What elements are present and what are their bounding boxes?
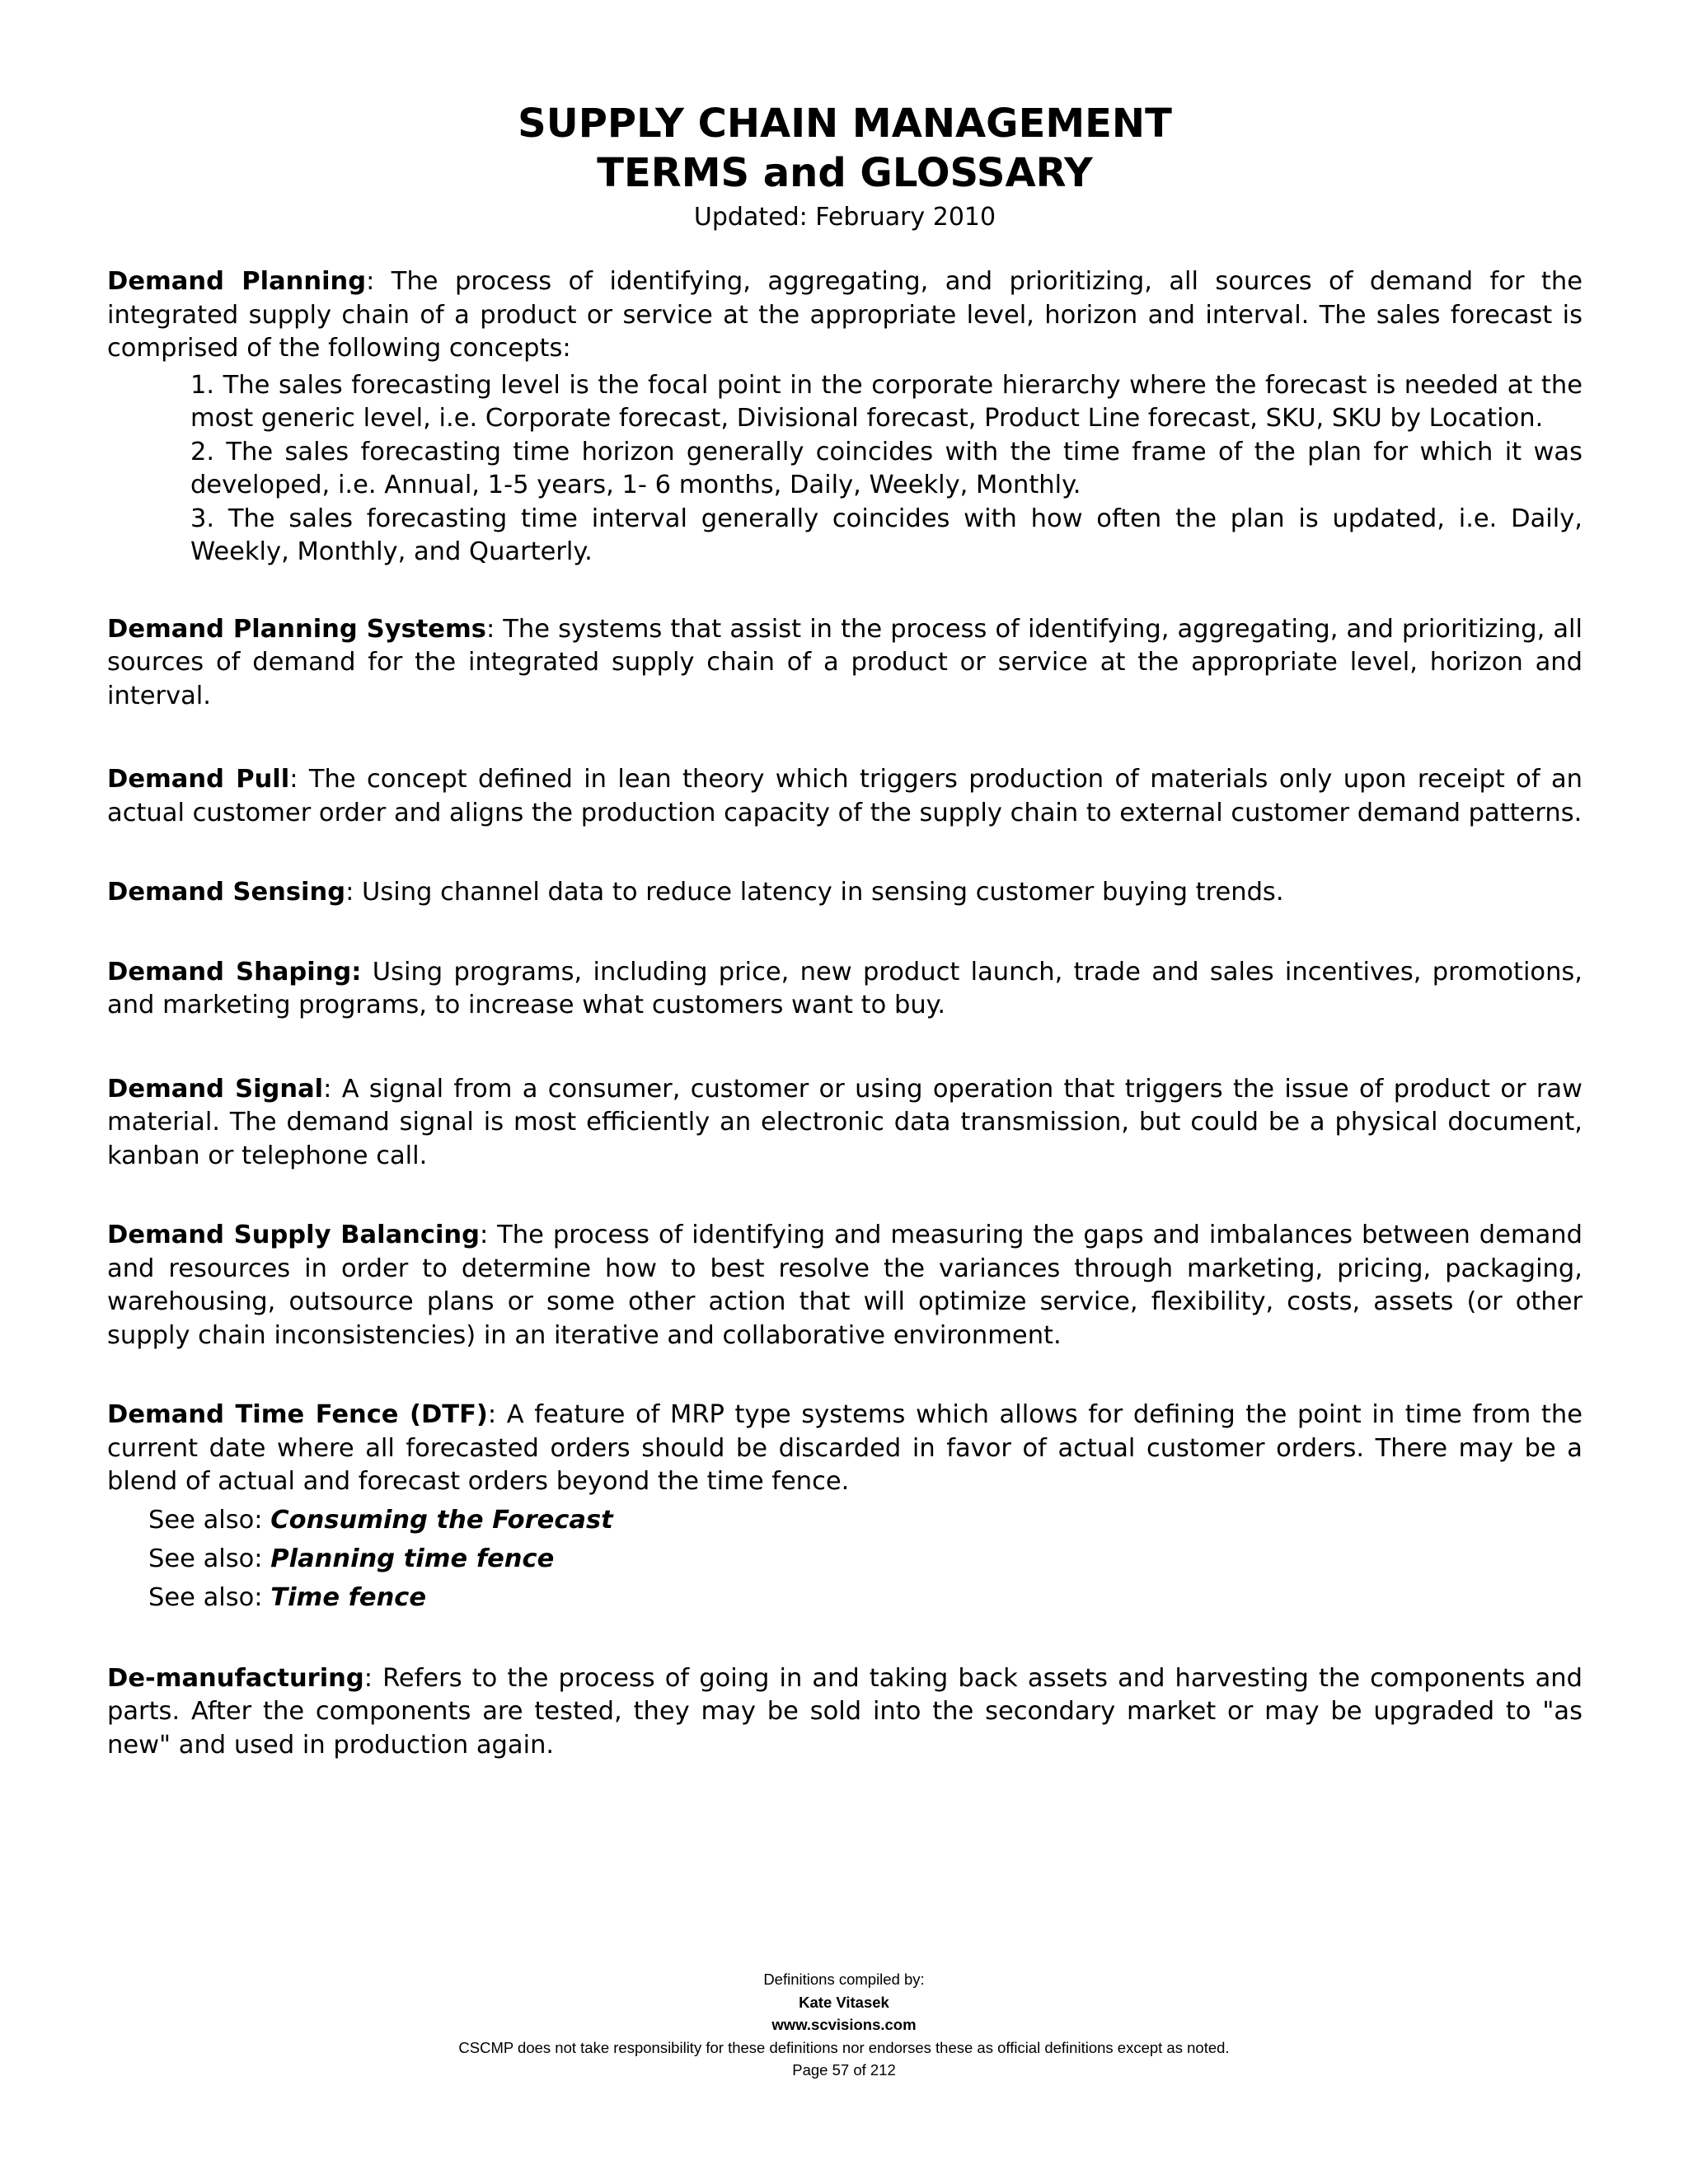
entry-demand-sensing xyxy=(107,876,1582,910)
list-item: 1. The sales forecasting level is the focal point in the corporate hierarchy where the forecast is needed at the most generic level, i.e. Corporate forecast, Divisional forecast, Product Line forecast, SKU, SKU by Location. xyxy=(190,370,1582,433)
entry-demand-signal xyxy=(107,1073,1582,1174)
see-also-link[interactable]: Planning time fence xyxy=(270,1544,555,1573)
see-also-label: See also: xyxy=(148,1505,271,1535)
term: Demand Signal xyxy=(107,1074,324,1104)
page-title xyxy=(107,99,1582,198)
term: Demand Sensing xyxy=(107,878,346,907)
see-also-link[interactable]: Time fence xyxy=(270,1582,427,1612)
definition: : Using channel data to reduce latency in sensing customer buying trends. xyxy=(345,878,1284,907)
term: Demand Pull xyxy=(107,765,290,794)
author-name: Kate Vitasek xyxy=(799,1993,889,2011)
entry-demand-supply-balancing xyxy=(107,1219,1582,1352)
entry-de-manufacturing xyxy=(107,1662,1582,1763)
term: De-manufacturing xyxy=(107,1663,364,1693)
title-line-1: SUPPLY CHAIN MANAGEMENT xyxy=(518,101,1172,147)
definition: : The concept defined in lean theory which triggers production of materials only upon receipt of an actual customer order and aligns the production capacity of the supply chain to external customer demand patterns. xyxy=(107,765,1582,827)
entry-demand-time-fence xyxy=(107,1399,1582,1499)
definition: : A feature of MRP type systems which allows for defining the point in time from the current date where all forecasted orders should be discarded in favor of actual customer orders. There may be a blend of actual and forecast orders beyond the time fence. xyxy=(107,1400,1582,1496)
see-also-label: See also: xyxy=(148,1544,271,1573)
updated-date: Updated: February 2010 xyxy=(693,203,996,232)
entry-demand-planning-systems xyxy=(107,613,1582,714)
term: Demand Supply Balancing xyxy=(107,1221,480,1249)
definition: : Refers to the process of going in and taking back assets and harvesting the components and parts. After the components are tested, they may be sold into the secondary market or may be upgraded to "as new" and used in production again. xyxy=(107,1663,1582,1760)
list-item: 3. The sales forecasting time interval generally coincides with how often the plan is updated, i.e. Daily, Weekly, Monthly, and Quarterly. xyxy=(190,504,1582,566)
term: Demand Shaping: xyxy=(107,957,362,987)
compiled-by-label: Definitions compiled by: xyxy=(763,1971,925,1988)
definition: : The systems that assist in the process of identifying, aggregating, and prioritizing, all sources of demand for the integrated supply chain of a product or service at the appropriate level, horizon and interval. xyxy=(107,614,1582,710)
title-line-2: TERMS and GLOSSARY xyxy=(597,150,1093,196)
definition: : The process of identifying and measuring the gaps and imbalances between demand and resources in order to determine how to best resolve the variances through marketing, pricing, packaging, warehousing, outsource plans or some other action that will optimize service, flexibility, costs, assets (or other supply chain inconsistencies) in an iterative and collaborative environment. xyxy=(107,1221,1582,1350)
term: Demand Planning xyxy=(107,267,367,296)
definition: : A signal from a consumer, customer or using operation that triggers the issue of product or raw material. The demand signal is most efficiently an electronic data transmission, but could be a physical document, kanban or telephone call. xyxy=(107,1074,1582,1170)
definition: : The process of identifying, aggregating, and prioritizing, all sources of demand for the integrated supply chain of a product or service at the appropriate level, horizon and interval. The sales forecast is comprised of the following concepts: xyxy=(107,267,1582,363)
see-also-line xyxy=(148,1540,1582,1578)
page-number: Page 57 of 212 xyxy=(792,2061,896,2079)
entry-demand-shaping xyxy=(107,956,1582,1023)
website-link[interactable]: www.scvisions.com xyxy=(771,2016,917,2033)
see-also-line xyxy=(148,1501,1582,1540)
definition: Using programs, including price, new product launch, trade and sales incentives, promotions, and marketing programs, to increase what customers want to buy. xyxy=(107,957,1582,1019)
list-item: 2. The sales forecasting time horizon generally coincides with the time frame of the plan for which it was developed, i.e. Annual, 1-5 years, 1- 6 months, Daily, Weekly, Monthly. xyxy=(190,437,1582,499)
term: Demand Planning Systems xyxy=(107,614,486,644)
entry-demand-planning xyxy=(107,265,1582,366)
term: Demand Time Fence (DTF) xyxy=(107,1400,488,1429)
see-also-label: See also: xyxy=(148,1582,271,1612)
see-also-link[interactable]: Consuming the Forecast xyxy=(270,1505,613,1535)
glossary-page xyxy=(107,99,1582,1762)
disclaimer: CSCMP does not take responsibility for these definitions nor endorses these as official definitions except as noted. xyxy=(458,2038,1230,2056)
page-footer xyxy=(0,1968,1688,2082)
entry-demand-pull xyxy=(107,763,1582,830)
see-also-line xyxy=(148,1578,1582,1617)
